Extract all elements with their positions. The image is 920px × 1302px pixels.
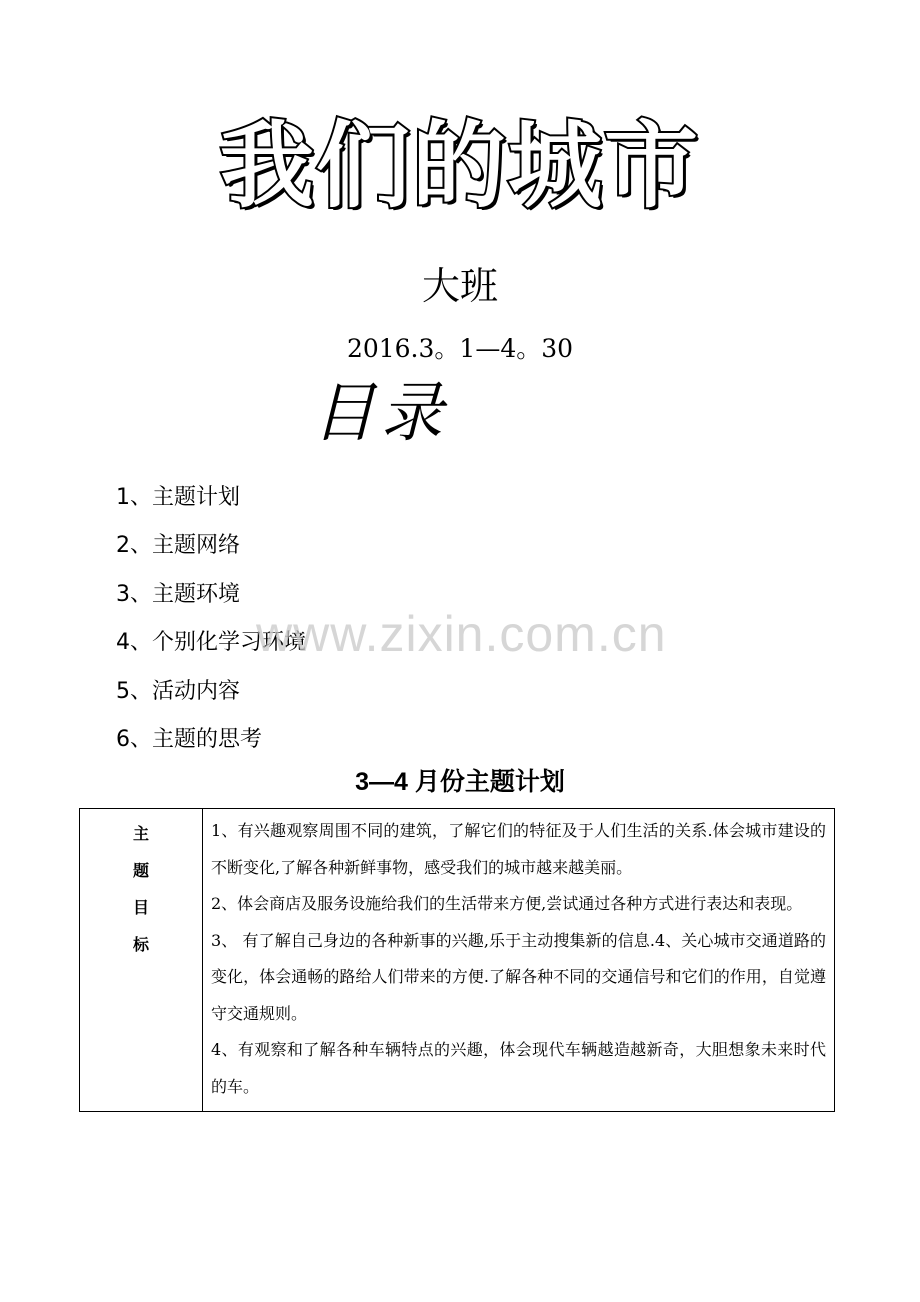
goal-item: 4、有观察和了解各种车辆特点的兴趣，体会现代车辆越造越新奇，大胆想象未来时代的车。 (211, 1040, 826, 1096)
goal-item: 1、有兴趣观察周围不同的建筑，了解它们的特征及于人们生活的关系.体会城市建设的不断变化,了解各种新鲜事物，感受我们的城市越来越美丽。 (211, 821, 826, 877)
goal-item: 3、 有了解自己身边的各种新事的兴趣,乐于主动搜集新的信息.4、关心城市交通道路的变化，体会通畅的路给人们带来的方便.了解各种不同的交通信号和它们的作用，自觉遵守交通规则。 (211, 930, 826, 1023)
document-title: 我们的城市 (219, 112, 700, 221)
theme-goals-content (203, 809, 835, 1112)
theme-goals-label (80, 809, 203, 1112)
toc-item: 1、主题计划 (116, 485, 240, 510)
label-char: 目 (132, 898, 149, 917)
label-char: 标 (132, 935, 149, 954)
document-subtitle: 大班 (421, 264, 498, 308)
watermark: www.zixin.com.cn (256, 606, 667, 662)
theme-plan-table (79, 808, 835, 1112)
date-range: 2016.3。1—4。30 (346, 334, 574, 363)
toc-item: 5、活动内容 (116, 678, 240, 704)
label-char: 题 (132, 861, 149, 880)
toc-item: 3、主题环境 (116, 581, 240, 607)
label-char: 主 (132, 824, 149, 843)
toc-item: 2、主题网络 (116, 533, 240, 559)
table-row (80, 809, 835, 1112)
plan-title: 3—4 月份主题计划 (355, 768, 565, 796)
toc-heading: 目录 (308, 374, 464, 451)
toc-item: 4、个别化学习环境 (116, 630, 306, 656)
goal-item: 2、体会商店及服务设施给我们的生活带来方便,尝试通过各种方式进行表达和表现。 (211, 894, 803, 913)
toc-item: 6、主题的思考 (116, 726, 262, 752)
